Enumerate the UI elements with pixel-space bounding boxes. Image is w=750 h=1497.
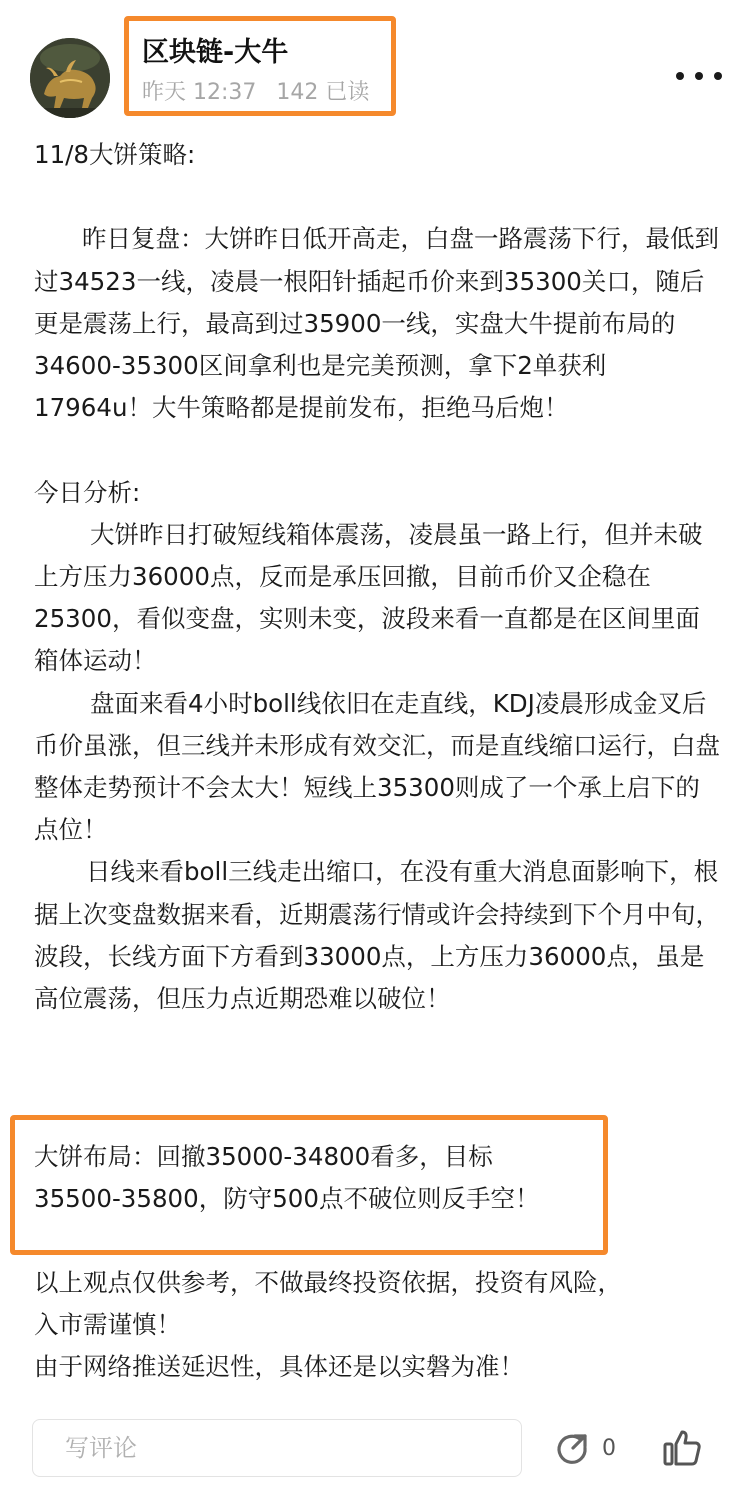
post-meta [142,80,369,106]
more-dots-icon[interactable] [676,64,722,88]
post-title: 11/8大饼策略: [34,140,196,169]
spacer [34,176,724,218]
read-count: 142 已读 [276,80,370,105]
disclaimer [34,1262,724,1389]
post-time: 昨天 12:37 [142,80,257,105]
analysis-paragraph-1: 大饼昨日打破短线箱体震荡，凌晨虽一路上行，但并未破上方压力36000点，反而是承压回撤，目前币价又企稳在25300，看似变盘，实则未变，波段来看一直都是在区间里面箱体运动！ [34,519,703,676]
dot [676,72,684,80]
spacer [34,429,724,471]
analysis-paragraph-3: 日线来看boll三线走出缩口，在没有重大消息面影响下，根据上次变盘数据来看，近期震荡行情或许会持续到下个月中旬，波段，长线方面下方看到33000点，上方压力36000点，虽是高位震荡，但压力点近期恐难以破位！ [34,857,720,1014]
strategy-text [34,1136,604,1220]
share-icon [554,1430,590,1466]
disclaimer-line-2: 入市需谨慎！ [34,1310,181,1340]
avatar[interactable] [30,38,110,118]
disclaimer-line-3: 由于网络推送延迟性，具体还是以实磐为准！ [34,1352,524,1382]
share-button[interactable] [554,1428,616,1468]
dot [695,72,703,80]
strategy-line-2: 35500-35800，防守500点不破位则反手空！ [34,1184,540,1214]
disclaimer-line-1: 以上观点仅供参考，不做最终投资依据，投资有风险， [34,1268,622,1297]
analysis-title: 今日分析: [34,477,141,507]
bull-statue-icon [30,38,110,118]
strategy-line-1: 大饼布局：回撤35000-34800看多，目标 [34,1142,493,1171]
dot [714,72,722,80]
thumbs-up-icon [662,1428,702,1468]
like-button[interactable] [662,1428,702,1468]
author-name[interactable]: 区块链-大牛 [142,37,289,68]
post-body [34,134,724,1020]
share-count: 0 [602,1435,616,1461]
analysis-paragraph-2: 盘面来看4小时boll线依旧在走直线，KDJ凌晨形成金叉后币价虽涨，但三线并未形成有效交汇，而是直线缩口运行，白盘整体走势预计不会太大！短线上35300则成了一个承上启下的点位！ [34,688,720,845]
review-paragraph: 昨日复盘：大饼昨日低开高走，白盘一路震荡下行，最低到过34523一线，凌晨一根阳针插起币价来到35300关口，随后更是震荡上行，最高到过35900一线，实盘大牛提前布局的34600-35300区间拿利也是完美预测，拿下2单获利17964u！大牛策略都是提前发布，拒绝马后炮！ [34,224,719,423]
comment-input[interactable] [32,1419,522,1477]
